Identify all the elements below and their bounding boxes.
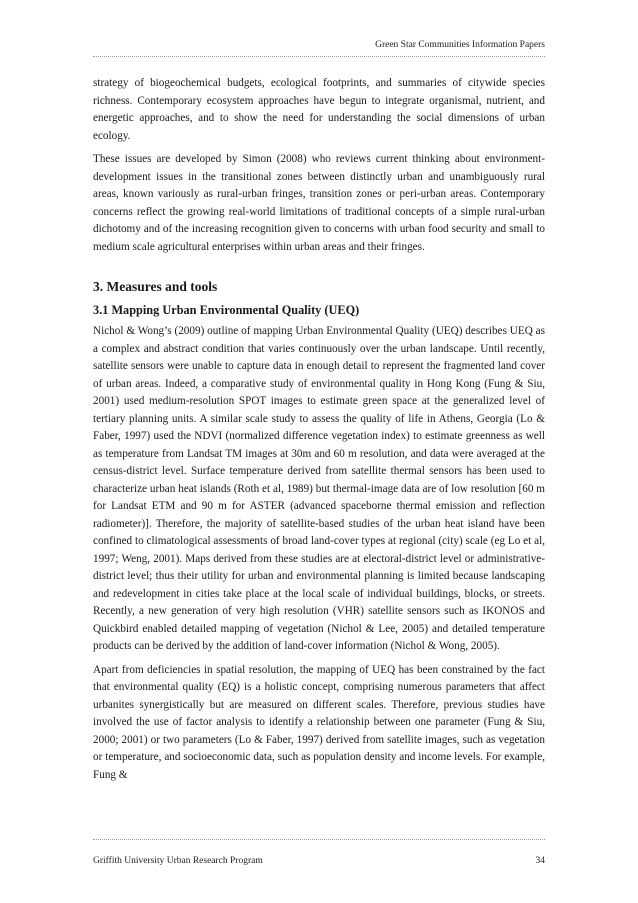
paragraph: strategy of biogeochemical budgets, ecological footprints, and summaries of citywide species richness. Contemporary ecosystem approaches have begun to integrate organismal, nutrient, and energetic approaches, and to show the need for understanding the social dimensions of urban ecology. (93, 77, 545, 142)
page-number: 34 (535, 856, 545, 866)
footer-organization: Griffith University Urban Research Program (93, 856, 263, 866)
section-heading: 3. Measures and tools (93, 279, 218, 294)
page-body (93, 75, 545, 790)
running-header: Green Star Communities Information Papers (375, 40, 545, 50)
paragraph: These issues are developed by Simon (2008) who reviews current thinking about environment-development issues in the transitional zones between distinctly urban and unambiguously rural areas, known variously as rural-urban fringes, transition zones or peri-urban areas. Contemporary concerns reflect the growing real-world limitations of traditional concepts of a simple rural-urban dichotomy and of the increasing recognition given to concerns with urban food security and small to medium scale agricultural enterprises within urban areas and their fringes. (93, 153, 545, 253)
footer-divider (93, 839, 545, 840)
paragraph: Apart from deficiencies in spatial resolution, the mapping of UEQ has been constrained by the fact that environmental quality (EQ) is a holistic concept, comprising numerous parameters that affect urbanites synergistically but are measured on different scales. Therefore, previous studies have involved the use of factor analysis to identify a relationship between one parameter (Fung & Siu, 2000; 2001) or two parameters (Lo & Faber, 1997) derived from satellite images, such as vegetation or temperature, and socioeconomic data, such as population density and income levels. For example, Fung & (93, 663, 545, 781)
header-divider (93, 56, 545, 57)
paragraph: Nichol & Wong’s (2009) outline of mapping Urban Environmental Quality (UEQ) describes UEQ as a complex and abstract condition that varies continuously over the urban landscape. Until recently, satellite sensors were unable to capture data in enough detail to represent the fragmented land cover of urban areas. Indeed, a comparative study of environmental quality in Hong Kong (Fung & Siu, 2001) used medium-resolution SPOT images to estimate green space at the generalized level of tertiary planning units. A similar scale study to assess the quality of life in Athens, Georgia (Lo & Faber, 1997) used the NDVI (normalized difference vegetation index) to estimate greenness as well as temperature from Landsat TM images at 30m and 60 m resolution, and data were averaged at the census-district level. Surface temperature derived from satellite thermal sensors has been used to characterize urban heat islands (Roth et al, 1989) but thermal-image data are of low resolution [60 m for Landsat ETM and 90 m for ASTER (advanced spaceborne thermal emission and reflection radiometer)]. Therefore, the majority of satellite-based studies of the urban heat island have been confined to climatological assessments of broad land-cover types at regional (city) scale (eg Lo et al, 1997; Weng, 2001). Maps derived from these studies are at electoral-district level or administrative-district level; thus their utility for urban and environmental planning is limited because landscaping and redevelopment in cities take place at the local scale of individual buildings, blocks, or streets. Recently, a new generation of very high resolution (VHR) satellite sensors such as IKONOS and Quickbird enabled detailed mapping of vegetation (Nichol & Lee, 2005) and detailed temperature products can be derived by the addition of land-cover information (Nichol & Wong, 2005). (93, 325, 545, 652)
subsection-heading: 3.1 Mapping Urban Environmental Quality (UEQ) (93, 303, 360, 317)
